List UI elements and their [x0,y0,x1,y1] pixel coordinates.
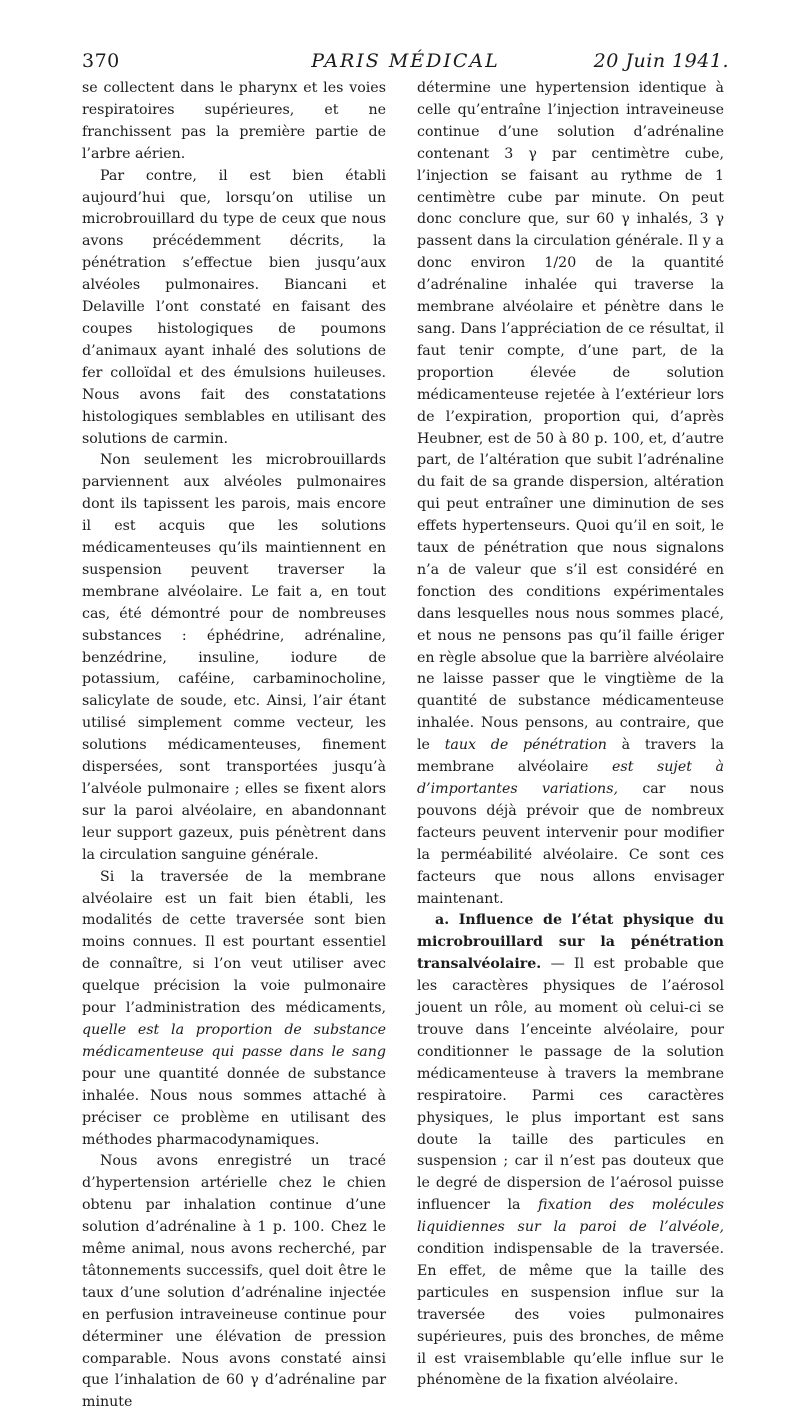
text-run: — Il est probable que les caractères physiques de l’aérosol jouent un rôle, au moment où celui-ci se trouve dans l’enceinte alvéolaire, pour conditionner le passage de la solution médicamenteuse à travers la membrane respiratoire. Parmi ces caractères physiques, le plus important est sans doute la taille des particules en suspension ; car il n’est pas douteux que le degré de dispersion de l’aérosol puisse influencer la [417,956,724,1214]
text-run: détermine une hypertension identique à celle qu’entraîne l’injection intraveineuse continue d’une solution d’adrénaline contenant 3 γ par centimètre cube, l’injection se faisant au rythme de 1 centimètre cube par minute. On peut donc conclure que, sur 60 γ inhalés, 3 γ passent dans la circulation générale. Il y a donc environ 1/20 de la quantité d’adrénaline inhalée qui traverse la membrane alvéolaire et pénètre dans le sang. Dans l’appréciation de ce résultat, il faut tenir compte, d’une part, de la proportion élevée de solution médicamenteuse rejetée à l’extérieur lors de l’expiration, proportion qui, d’après Heubner, est de 50 à 80 p. 100, et, d’autre part, de l’altération que subit l’adrénaline du fait de sa grande dispersion, altération qui peut entraîner une diminution de ses effets hypertenseurs. Quoi qu’il en soit, le taux de pénétration que nous signalons n’a de valeur que s’il est considéré en fonction des conditions expérimentales dans lesquelles nous nous sommes placé, et nous ne pensons pas qu’il faille ériger en règle absolue que la barrière alvéolaire ne laisse passer que le vingtième de la quantité de substance médicamenteuse inhalée. Nous pensons, au contraire, que le [417,80,724,754]
text-run: car nous pouvons déjà prévoir que de nombreux facteurs peuvent intervenir pour modifier la perméabilité alvéolaire. Ce sont ces facteurs que nous allons envisager maintenant. [417,781,724,907]
emphasis: taux de pénétration [444,737,607,754]
paragraph [417,910,724,1392]
emphasis: est sujet à d’importantes variations, [417,759,724,797]
paragraph: Par contre, il est bien établi aujourd’hui que, lorsqu’on utilise un microbrouillard du type de ceux que nous avons précédemment décrits, la pénétration s’effectue bien jusqu’aux alvéoles pulmonaires. Biancani et Delaville l’ont constaté en faisant des coupes histologiques de poumons d’animaux ayant inhalé des solutions de fer colloïdal et des émulsions huileuses. Nous avons fait des constatations histologiques semblables en utilisant des solutions de carmin. [82,167,386,447]
text-run: condition indispensable de la traversée. En effet, de même que la taille des particules en suspension influe sur la traversée des voies pulmonaires supérieures, puis des bronches, de même il est vraisemblable qu’elle influe sur le phénomène de la fixation alvéolaire. [417,1241,724,1389]
text-run: Si la traversée de la membrane alvéolaire est un fait bien établi, les modalités de cette traversée sont bien moins connues. Il est pourtant essentiel de connaître, si l’on veut utiliser avec quelque précision la voie pulmonaire pour l’administration des médicaments, [82,868,386,1017]
paragraph [82,867,386,1152]
paragraph: Non seulement les microbrouillards parviennent aux alvéoles pulmonaires dont ils tapissent les parois, mais encore il est acquis que les solutions médicamenteuses qu’ils maintiennent en suspension peuvent traverser la membrane alvéolaire. Le fait a, en tout cas, été démontré pour de nombreuses substances : éphédrine, adrénaline, benzédrine, insuline, iodure de potassium, caféine, carbaminocholine, salicylate de soude, etc. Ainsi, l’air étant utilisé simplement comme vecteur, les solutions médicamenteuses, finement dispersées, sont transportées jusqu’à l’alvéole pulmonaire ; elles se fixent alors sur la paroi alvéolaire, en abandonnant leur support gazeux, puis pénètrent dans la circulation sanguine générale. [82,452,386,863]
issue-date: 20 Juin 1941. [593,50,729,72]
paragraph [417,78,724,910]
section-heading: a. Influence de l’état physique du microbrouillard sur la pénétration transalvéolaire. [417,912,724,973]
right-column [417,78,724,1392]
left-column [82,78,386,1414]
emphasis: fixation des molécules liquidiennes sur la paroi de l’alvéole, [417,1197,724,1236]
text-run: à travers la membrane alvéolaire [417,737,725,776]
journal-title: PARIS MÉDICAL [311,50,500,72]
paragraph: Nous avons enregistré un tracé d’hypertension artérielle chez le chien obtenu par inhalation continue d’une solution d’adrénaline à 1 p. 100. Chez le même animal, nous avons recherché, par tâtonnements successifs, quel doit être le taux d’une solution d’adrénaline injectée en perfusion intraveineuse continue pour déterminer une élévation de pression comparable. Nous avons constaté ainsi que l’inhalation de 60 γ d’adrénaline par minute [82,1153,386,1411]
emphasis: quelle est la proportion de substance médicamenteuse qui passe dans le sang [82,1021,386,1060]
page-number: 370 [82,50,120,72]
page-header [82,50,729,74]
paragraph: se collectent dans le pharynx et les voies respiratoires supérieures, et ne franchissent pas la première partie de l’arbre aérien. [82,80,386,162]
text-run: pour une quantité donnée de substance inhalée. Nous nous sommes attaché à préciser ce problème en utilisant des méthodes pharmacodynamiques. [82,1065,386,1148]
